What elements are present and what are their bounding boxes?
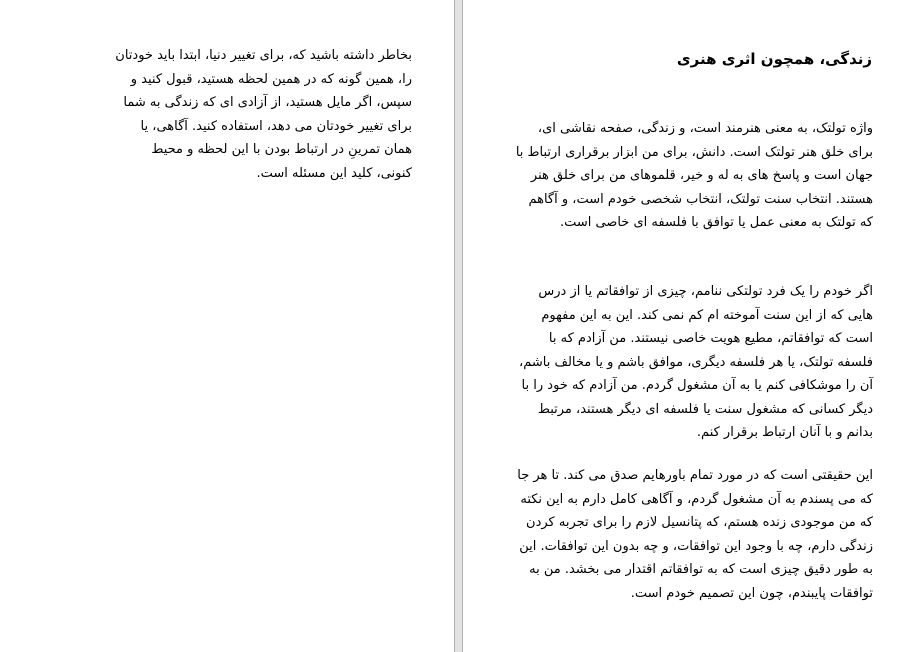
- left-page-paragraph: بخاطر داشته باشید که، برای تغییر دنیا، ابتدا باید خودتان را، همین گونه که در همین لحظه هستید، قبول کنید و سپس، اگر مایل هستید، از آزادی ای که زندگی به شما برای تغییر خودتان می دهد، استفاده کنید. آگاهی، یا همان تمرینِ در ارتباط بودن با این لحظه و محیط کنونی، کلید این مسئله است.: [115, 48, 412, 181]
- left-page: [0, 0, 455, 652]
- paragraph-3: این حقیقتی است که در مورد تمام باورهایم صدق می کند. تا هر جا که می پسندم به آن مشغول گردم، و آگاهی کامل دارم به این نکته که من موجودی زنده هستم، که پتانسیل لازم را برای تجربه کردن زندگی دارم، چه با وجود این توافقات، و چه بدون این توافقات. این به طور دقیق چیزی است که به توافقاتم اقتدار می بخشد. من به توافقات پایبندم، چون این تصمیم خودم است.: [517, 468, 873, 601]
- chapter-title: زندگی، همچون اثری هنری: [676, 50, 872, 68]
- book-spine: [455, 0, 462, 652]
- right-page: [462, 0, 919, 652]
- paragraph-1: واژه تولتک، به معنی هنرمند است، و زندگی، صفحه نقاشی ای، برای خلق هنر تولتک است. دانش، برای من ابزار برقراری ارتباط با جهان است و پاسخ های به له و خیر، قلموهای من برای خلق هنر هستند. انتخاب سنت تولتک، انتخاب شخصی خودم است، و آگاهم که تولتک به معنی عمل یا توافق با فلسفه ای خاصی است.: [515, 121, 873, 230]
- paragraph-2: اگر خودم را یک فرد تولتکی ننامم، چیزی از توافقاتم یا از درس هایی که از این سنت آموخته ام کم نمی کند. این به این مفهوم است که توافقاتم، مطیع هویت خاصی نیستند. من آزادم که با فلسفه تولتک، یا هر فلسفه دیگری، موافق باشم و یا مخالف باشم، آن را موشکافی کنم یا به آن مشغول گردم. من آزادم که خود را با دیگر کسانی که مشغول سنت یا فلسفه ای دیگر هستند، مرتبط بدانم و با آنان ارتباط برقرار کنم.: [519, 284, 873, 440]
